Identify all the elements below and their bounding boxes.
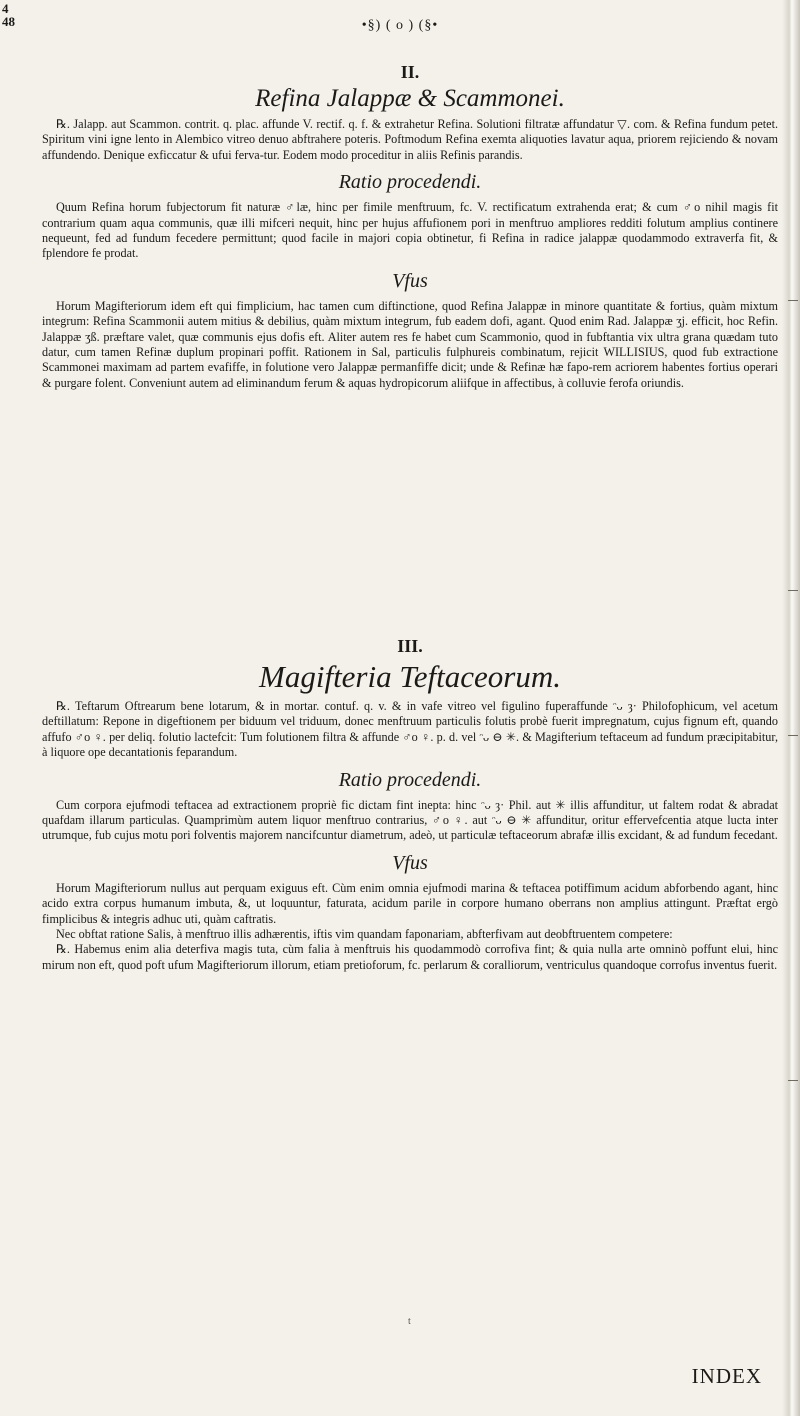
usus-heading: Vfus [392,269,428,292]
page-marker-line-1: 4 [2,1,9,16]
ratio-paragraph: Cum corpora ejufmodi teftacea ad extractionem propriè fic dictam fint inepta: hinc ᵔᴗ ȝ· Phil. aut ✳ illis affunditur, ut faltem rodat & abradat quafdam illarum particulas. Quamprimùm autem liquor menftruo contrarius, ♂o ♀. aut ᵔᴗ ⊖ ✳ affunditur, oritur effervefcentia atque lucta inter utrumque, fub cujus motu pori folventis majorem nancifcuntur diametrum, adeò, ut particulæ teftaceorum abrafæ illis excidant, & ad fundum fecedant. [42,797,778,843]
recipe-paragraph: ℞. Jalapp. aut Scammon. contrit. q. plac. affunde V. rectif. q. f. & extrahetur Refina. Solutioni filtratæ affundatur ▽. com. & Refina fundum petet. Spiritum vini igne lento in Alembico vitreo denuo abftrahere poteris. Poftmodum Refina exemta aliquoties lavatur aqua, priorem rejiciendo & novam affundendo. Denique exficcatur & ufui ferva-tur. Eodem modo proceditur in aliis Refinis parandis. [42,117,778,162]
ratio-paragraph: Quum Refina horum fubjectorum fit naturæ ♂læ, hinc per fimile menftruum, fc. V. rectificatum extrahenda erat; & cum ♂o nihil magis fit contrarium quam aqua communis, quæ illi mifceri nequit, hinc per hujus affufionem pori in menftruo ampliores redditi folutum amplius continere nequeunt, fed ad fundum fecedere permittunt; quod facile in majori copia obtinetur, fi Refina in radice jalappæ quodammodo extraverfa fit, & fplendore fe prodat. [42,200,778,261]
usus-paragraph-3: ℞. Habemus enim alia deterfiva magis tuta, cùm falia à menftruis his quodammodò corrofiva fint; & quia nulla arte omninò poffunt elui, hinc mirum non eft, quod poft ufum Magifteriorum illorum, etiam pretioforum, fc. perlarum & coralliorum, ventriculus quandoque corrofus inventus fuerit. [42,942,778,972]
page-edge [782,0,800,1416]
usus-heading: Vfus [392,851,428,874]
usus-paragraph: Horum Magifteriorum idem eft qui fimplicium, hac tamen cum diftinctione, quod Refina Jalappæ in minore quantitate & fortius, quàm mixtum integrum: Refina Scammonii autem mitius & debilius, quàm mixtum integrum, fub eadem dofi, agant. Quod enim Rad. Jalappæ ʒj. efficit, hoc Refin. Jalappæ ʒß. præftare valet, quæ communis ejus dofis eft. Aliter autem res fe habet cum Scammonio, quod in fubftantia vix ultra grana quædam tuto datur, cum tamen Refinæ duplum propinari poffit. Rationem in Sal, particulis fulphureis combinatum, rejicit WILLISIUS, quod fub extractione Scammonei maximam ad partem evafiffe, in folutione vero Jalappæ permanfiffe dicit; unde & Refinæ hæ fapo-rem acriorem habentes fortius operari & purgare folent. Conveniunt autem ad eliminandum ferum & aquas hydropicorum aliifque in affectibus, à colluvie ferofa oriundis. [42,298,778,390]
signature-mark: t [408,1316,411,1327]
edge-mark [788,590,798,591]
section-number: II. [400,62,420,82]
section-number: III. [397,636,423,656]
recipe-paragraph: ℞. Teftarum Oftrearum bene lotarum, & in mortar. contuf. q. v. & in vafe vitreo vel figulino fuperaffunde ᵔᴗ ȝ· Philofophicum, vel acetum deftillatum: Repone in digeftionem per biduum vel triduum, donec menftruum particulis folutis probè fuerit impregnatum, cujus fignum eft, quando affufo ♂o ♀. per deliq. folutio lactefcit: Tum folutionem filtra & affunde ♂o ♀. p. d. vel ᵔᴗ ⊖ ✳. & Magifterium teftaceum ad fundum præcipitabitur, à liquore ope decantationis feparandum. [42,699,778,760]
section-title: Magifteria Teftaceorum. [259,659,561,694]
page-marker-line-2: 48 [2,14,15,29]
edge-mark [788,300,798,301]
running-head: •§) ( o ) (§• [361,18,439,33]
usus-paragraph: Horum Magifteriorum nullus aut perquam exiguus eft. Cùm enim omnia ejufmodi marina & teftacea potiffimum acidum abforbendo agant, hinc acido extra corpus humanum imbuta, &, ut loquuntur, faturata, acidum parile in corpore humano oberrans non amplius attingunt. Præftat ergò fimplicibus & integris adhuc uti, quàm caftratis. [42,880,778,926]
section-resina [42,62,778,391]
section-testaceorum [42,636,778,973]
ratio-heading: Ratio procedendi. [338,171,482,194]
edge-mark [788,735,798,736]
catchword: INDEX [691,1364,762,1388]
ratio-heading: Ratio procedendi. [338,768,482,791]
section-title: Refina Jalappæ & Scammonei. [255,85,565,112]
usus-paragraph-2: Nec obftat ratione Salis, à menftruo illis adhærentis, iftis vim quandam faponariam, abfterfivam aut deobftruentem competere: [56,927,673,942]
edge-mark [788,1080,798,1081]
